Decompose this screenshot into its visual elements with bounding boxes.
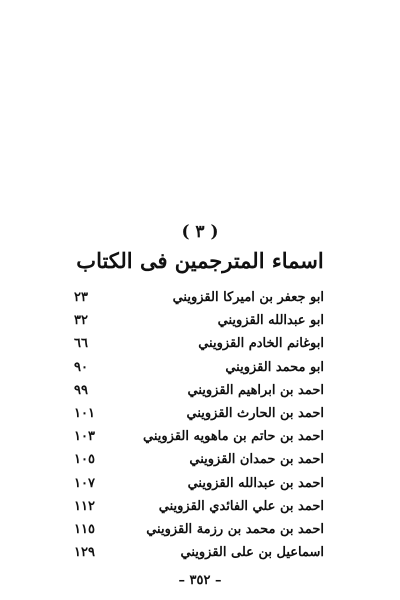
index-entry	[74, 472, 324, 495]
index-entry	[74, 495, 324, 518]
page-number: – ٣٥٢ –	[178, 573, 222, 588]
entry-page-number: ١١٥	[74, 521, 95, 537]
entry-name: ابو محمد القزويني	[225, 359, 324, 375]
entry-page-number: ١٢٩	[74, 545, 95, 561]
entry-page-number: ١١٢	[74, 498, 95, 514]
entry-page-number: ٦٦	[74, 336, 88, 352]
entry-name: ابو عبدالله القزويني	[217, 313, 324, 329]
entry-page-number: ١٠٧	[74, 475, 95, 491]
entry-name: ابوغانم الخادم القزويني	[198, 336, 324, 352]
entry-name: احمد بن علي الفائدي القزويني	[158, 498, 324, 514]
entry-name: اسماعيل بن على القزويني	[180, 545, 324, 561]
index-list	[74, 286, 324, 564]
index-entry	[74, 402, 324, 425]
entry-page-number: ٩٩	[74, 382, 88, 398]
entry-name: احمد بن حاتم بن ماهويه القزويني	[143, 429, 324, 445]
entry-page-number: ١٠٥	[74, 452, 95, 468]
entry-page-number: ٩٠	[74, 359, 88, 375]
entry-name: احمد بن حمدان القزويني	[189, 452, 324, 468]
index-entry	[74, 286, 324, 309]
page-title: اسماء المترجمين فى الكتاب	[76, 248, 324, 273]
section-number: ( ٣ )	[181, 222, 219, 242]
index-entry	[74, 425, 324, 448]
index-entry	[74, 379, 324, 402]
entry-page-number: ١٠٣	[74, 429, 95, 445]
entry-page-number: ١٠١	[74, 406, 95, 422]
entry-name: ابو جعفر بن اميركا القزويني	[172, 290, 324, 306]
entry-name: احمد بن عبدالله القزويني	[187, 475, 324, 491]
entry-page-number: ٢٣	[74, 290, 88, 306]
index-entry	[74, 356, 324, 379]
index-entry	[74, 541, 324, 564]
entry-name: احمد بن ابراهيم القزويني	[187, 382, 324, 398]
entry-page-number: ٣٢	[74, 313, 88, 329]
entry-name: احمد بن الحارث القزويني	[186, 406, 324, 422]
index-entry	[74, 518, 324, 541]
entry-name: احمد بن محمد بن رزمة القزويني	[146, 521, 324, 537]
index-entry	[74, 332, 324, 355]
index-entry	[74, 448, 324, 471]
index-entry	[74, 309, 324, 332]
